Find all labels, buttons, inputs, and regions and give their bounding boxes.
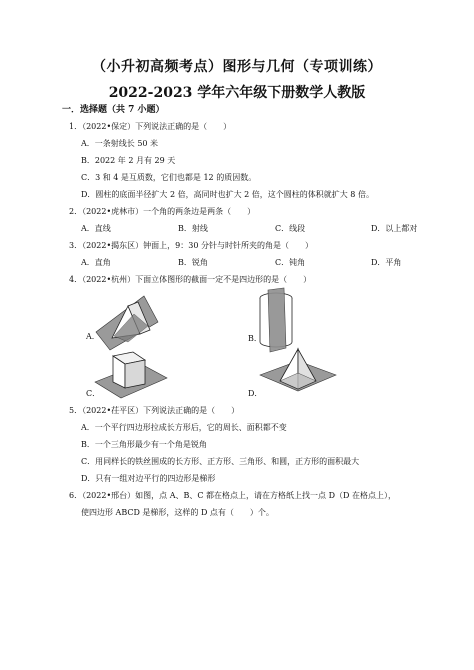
question-1-stem: 1．（2022•保定）下列说法正确的是（ ） bbox=[69, 122, 232, 131]
figure-c-label: C． bbox=[86, 389, 101, 398]
figure-d-label: D． bbox=[248, 389, 263, 398]
question-5-option-c: C．用同样长的铁丝围成的长方形、正方形、三角形、和圆，正方形的面积最大 bbox=[81, 457, 360, 466]
question-3-option-a: A．直角 bbox=[81, 258, 111, 267]
question-1-option-a: A．一条射线长 50 米 bbox=[81, 139, 159, 148]
question-3-option-d: D．平角 bbox=[371, 258, 402, 267]
figure-c-cube-section bbox=[93, 342, 169, 402]
question-1-option-c: C．3 和 4 是互质数，它们也都是 12 的质因数。 bbox=[81, 173, 257, 182]
question-3-option-c: C．钝角 bbox=[275, 258, 306, 267]
figure-d-pyramid-section bbox=[258, 345, 338, 405]
question-3-stem: 3．（2022•揭东区）钟面上，9：30 分针与时针所夹的角是（ ） bbox=[69, 241, 313, 250]
question-6-stem-line-1: 6．（2022•邢台）如图，点 A、B、C 都在格点上，请在方格纸上找一点 D（D 在格点上）， bbox=[69, 491, 396, 500]
question-6-stem-line-2: 使四边形 ABCD 是梯形，这样的 D 点有（ ）个。 bbox=[81, 508, 274, 517]
document-subtitle: 2022-2023 学年六年级下册数学人教版 bbox=[108, 85, 366, 101]
question-5-option-b: B．一个三角形最少有一个角是锐角 bbox=[81, 440, 207, 449]
question-5-option-d: D．只有一组对边平行的四边形是梯形 bbox=[81, 474, 216, 483]
question-1-option-b: B．2022 年 2 月有 29 天 bbox=[81, 156, 176, 165]
question-4-stem: 4．（2022•杭州）下面立体图形的截面一定不是四边形的是（ ） bbox=[69, 275, 312, 284]
question-2-option-c: C．线段 bbox=[275, 224, 306, 233]
question-2-option-b: B．射线 bbox=[178, 224, 208, 233]
figure-a-label: A． bbox=[86, 332, 100, 341]
question-1-option-d: D．圆柱的底面半径扩大 2 倍，高同时也扩大 2 倍，这个圆柱的体积就扩大 8 倍。 bbox=[81, 190, 374, 199]
question-2-option-d: D．以上都对 bbox=[371, 224, 418, 233]
figure-b-label: B． bbox=[248, 334, 262, 343]
question-5-option-a: A．一个平行四边形拉成长方形后，它的周长、面积都不变 bbox=[81, 423, 287, 432]
section-heading: 一．选择题（共 7 小题） bbox=[62, 105, 165, 115]
question-5-stem: 5．（2022•茌平区）下列说法正确的是（ ） bbox=[69, 406, 240, 415]
question-2-option-a: A．直线 bbox=[81, 224, 111, 233]
question-3-option-b: B．锐角 bbox=[178, 258, 208, 267]
document-title: （小升初高频考点）图形与几何（专项训练） bbox=[92, 59, 382, 75]
question-2-stem: 2．（2022•虎林市）一个角的两条边是两条（ ） bbox=[69, 207, 256, 216]
